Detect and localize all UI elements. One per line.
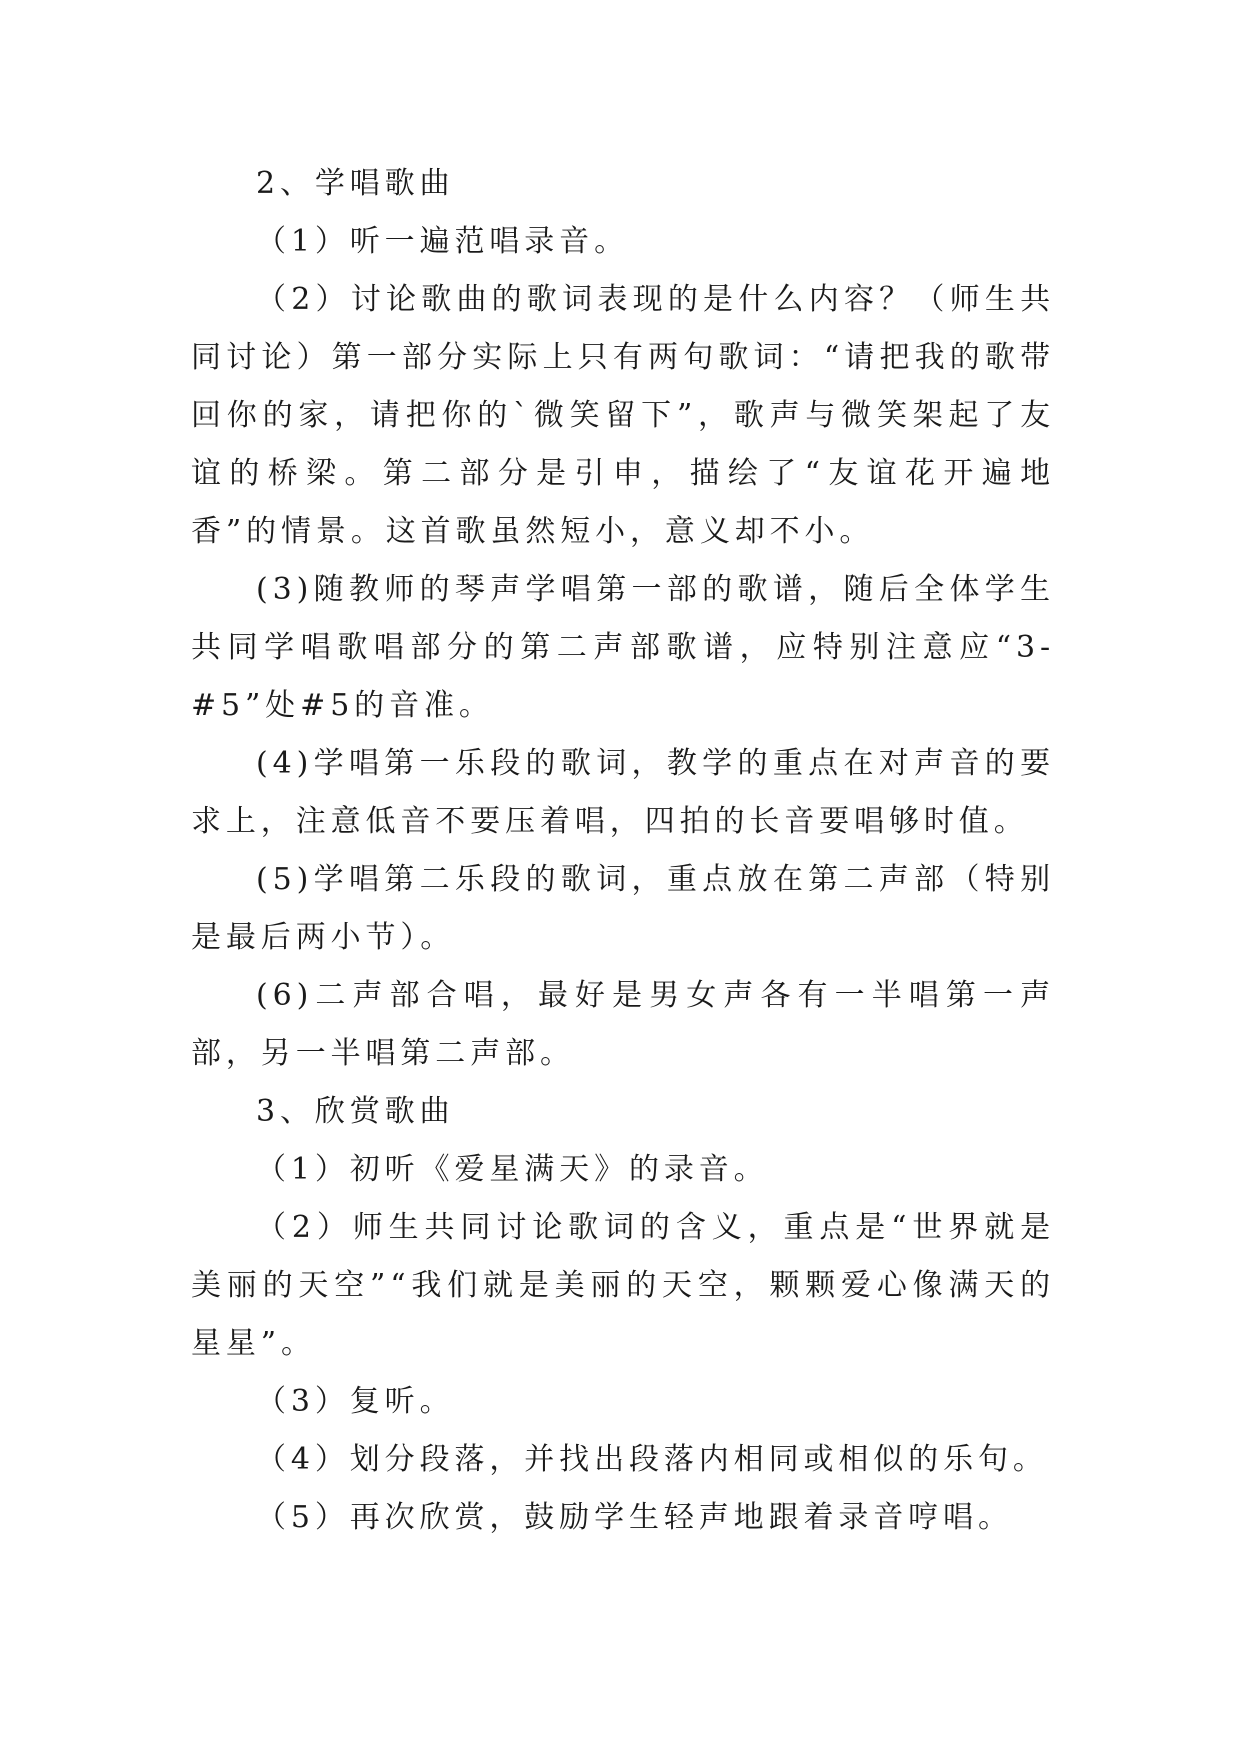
paragraph-2-2: （2）讨论歌曲的歌词表现的是什么内容？（师生共同讨论）第一部分实际上只有两句歌词：“请把我的歌带回你的家，请把你的`微笑留下”，歌声与微笑架起了友谊的桥梁。第二部分是引申，描绘了“友谊花开遍地香”的情景。这首歌虽然短小，意义却不小。 — [191, 282, 1055, 549]
document-body — [191, 155, 1055, 1547]
paragraph-2-5: (5)学唱第二乐段的歌词，重点放在第二声部（特别是最后两小节）。 — [191, 862, 1055, 955]
paragraph-3-4: （4）划分段落，并找出段落内相同或相似的乐句。 — [256, 1442, 1048, 1477]
paragraph-2-6: (6)二声部合唱，最好是男女声各有一半唱第一声部，另一半唱第二声部。 — [191, 978, 1055, 1071]
section-heading-3: 3、欣赏歌曲 — [256, 1094, 455, 1129]
paragraph-2-4: (4)学唱第一乐段的歌词，教学的重点在对声音的要求上，注意低音不要压着唱，四拍的长音要唱够时值。 — [191, 746, 1055, 839]
paragraph-3-2: （2）师生共同讨论歌词的含义，重点是“世界就是美丽的天空”“我们就是美丽的天空，颗颗爱心像满天的星星”。 — [191, 1210, 1055, 1361]
section-heading-2: 2、学唱歌曲 — [256, 166, 455, 201]
paragraph-2-3: (3)随教师的琴声学唱第一部的歌谱，随后全体学生共同学唱歌唱部分的第二声部歌谱，应特别注意应“3-#5”处#5的音准。 — [191, 572, 1055, 723]
paragraph-2-1: （1）听一遍范唱录音。 — [256, 224, 629, 259]
paragraph-3-5: （5）再次欣赏，鼓励学生轻声地跟着录音哼唱。 — [256, 1500, 1013, 1535]
paragraph-3-3: （3）复听。 — [256, 1384, 455, 1419]
paragraph-3-1: （1）初听《爱星满天》的录音。 — [256, 1152, 769, 1187]
